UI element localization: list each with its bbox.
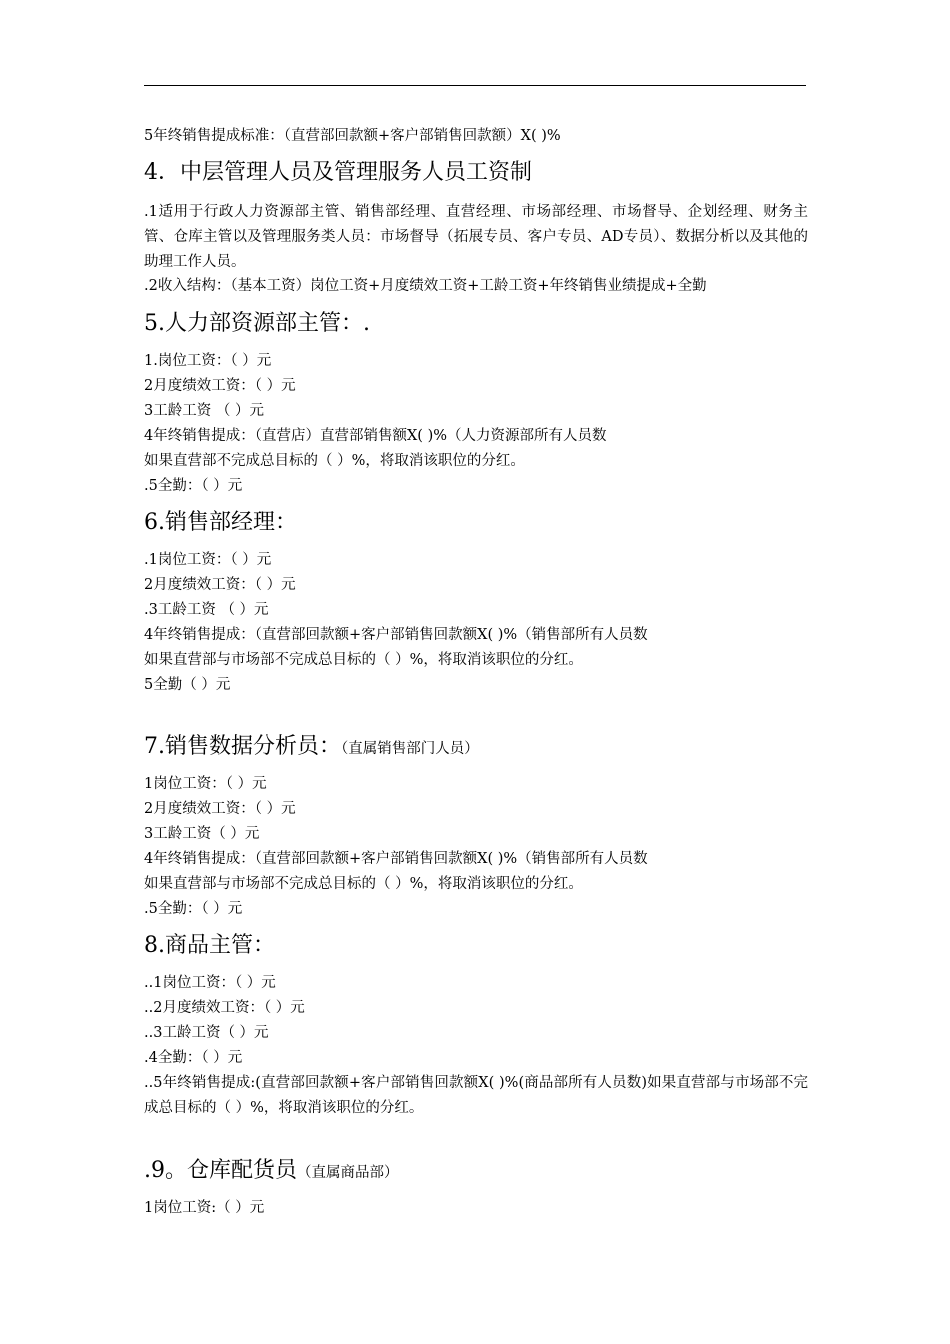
section-6-item-5: 5全勤（ ）元 <box>144 677 231 693</box>
section-5-item-4-condition: 如果直营部不完成总目标的（ ）%，将取消该职位的分红。 <box>144 453 525 469</box>
section-6-item-4: 4年终销售提成：（直营部回款额+客户部销售回款额X( )%（销售部所有人员数 <box>144 627 648 643</box>
section-9-title: .9。仓库配货员 <box>144 1158 297 1183</box>
commission-standard-line: 5年终销售提成标准：（直营部回款额+客户部销售回款额）X( )% <box>144 128 561 144</box>
section-7-item-3: 3工龄工资（ ）元 <box>144 826 260 842</box>
section-7-item-2: 2月度绩效工资：（ ）元 <box>144 801 296 817</box>
section-8-heading: 8.商品主管： <box>144 933 275 958</box>
section-6-item-2: 2月度绩效工资：（ ）元 <box>144 577 296 593</box>
section-6-item-4-condition: 如果直营部与市场部不完成总目标的（ ）%，将取消该职位的分红。 <box>144 652 583 668</box>
section-4-heading: 4．中层管理人员及管理服务人员工资制 <box>144 160 532 185</box>
section-7-item-1: 1岗位工资：（ ）元 <box>144 776 267 792</box>
section-9-heading <box>144 1156 399 1188</box>
section-8-item-3: ..3工龄工资（ ）元 <box>144 1025 269 1041</box>
section-7-note: （直属销售部门人员） <box>341 741 479 757</box>
section-6-item-3: .3工龄工资 （ ）元 <box>144 602 269 618</box>
section-7-item-5: .5全勤：（ ）元 <box>144 901 243 917</box>
section-7-item-4-condition: 如果直营部与市场部不完成总目标的（ ）%，将取消该职位的分红。 <box>144 876 583 892</box>
section-5-item-5: .5全勤：（ ）元 <box>144 478 243 494</box>
section-7-title: 7.销售数据分析员： <box>144 734 341 759</box>
section-7-heading <box>144 732 479 764</box>
section-4-scope-paragraph: .1适用于行政人力资源部主管、销售部经理、直营经理、市场部经理、市场督导、企划经理、财务主管、仓库主管以及管理服务类人员：市场督导（拓展专员、客户专员、AD专员）、数据分析以及其他的助理工作人员。 <box>144 204 808 270</box>
section-4-income-structure: .2收入结构：（基本工资）岗位工资+月度绩效工资+工龄工资+年终销售业绩提成+全勤 <box>144 278 707 294</box>
section-9-note: （直属商品部） <box>297 1165 399 1181</box>
section-5-item-2: 2月度绩效工资：（ ）元 <box>144 378 296 394</box>
section-5-item-3: 3工龄工资 （ ）元 <box>144 403 264 419</box>
section-7-item-4: 4年终销售提成：（直营部回款额+客户部销售回款额X( )%（销售部所有人员数 <box>144 851 648 867</box>
section-8-item-5: ..5年终销售提成:(直营部回款额+客户部销售回款额X( )%(商品部所有人员数)如果直营部与市场部不完成总目标的（ ）%，将取消该职位的分红。 <box>144 1075 808 1116</box>
section-8-item-2: ..2月度绩效工资：（ ）元 <box>144 1000 305 1016</box>
section-8-item-4: .4全勤：（ ）元 <box>144 1050 243 1066</box>
section-8-item-1: ..1岗位工资：（ ）元 <box>144 975 276 991</box>
section-6-item-1: .1岗位工资：（ ）元 <box>144 552 272 568</box>
section-5-item-4: 4年终销售提成：（直营店）直营部销售额X( )%（人力资源部所有人员数 <box>144 428 607 444</box>
header-rule <box>144 85 806 86</box>
section-6-heading: 6.销售部经理： <box>144 510 297 535</box>
section-9-item-1: 1岗位工资:（ ）元 <box>144 1200 265 1216</box>
section-5-heading: 5.人力部资源部主管：. <box>144 311 370 336</box>
section-5-item-1: 1.岗位工资：（ ）元 <box>144 353 272 369</box>
